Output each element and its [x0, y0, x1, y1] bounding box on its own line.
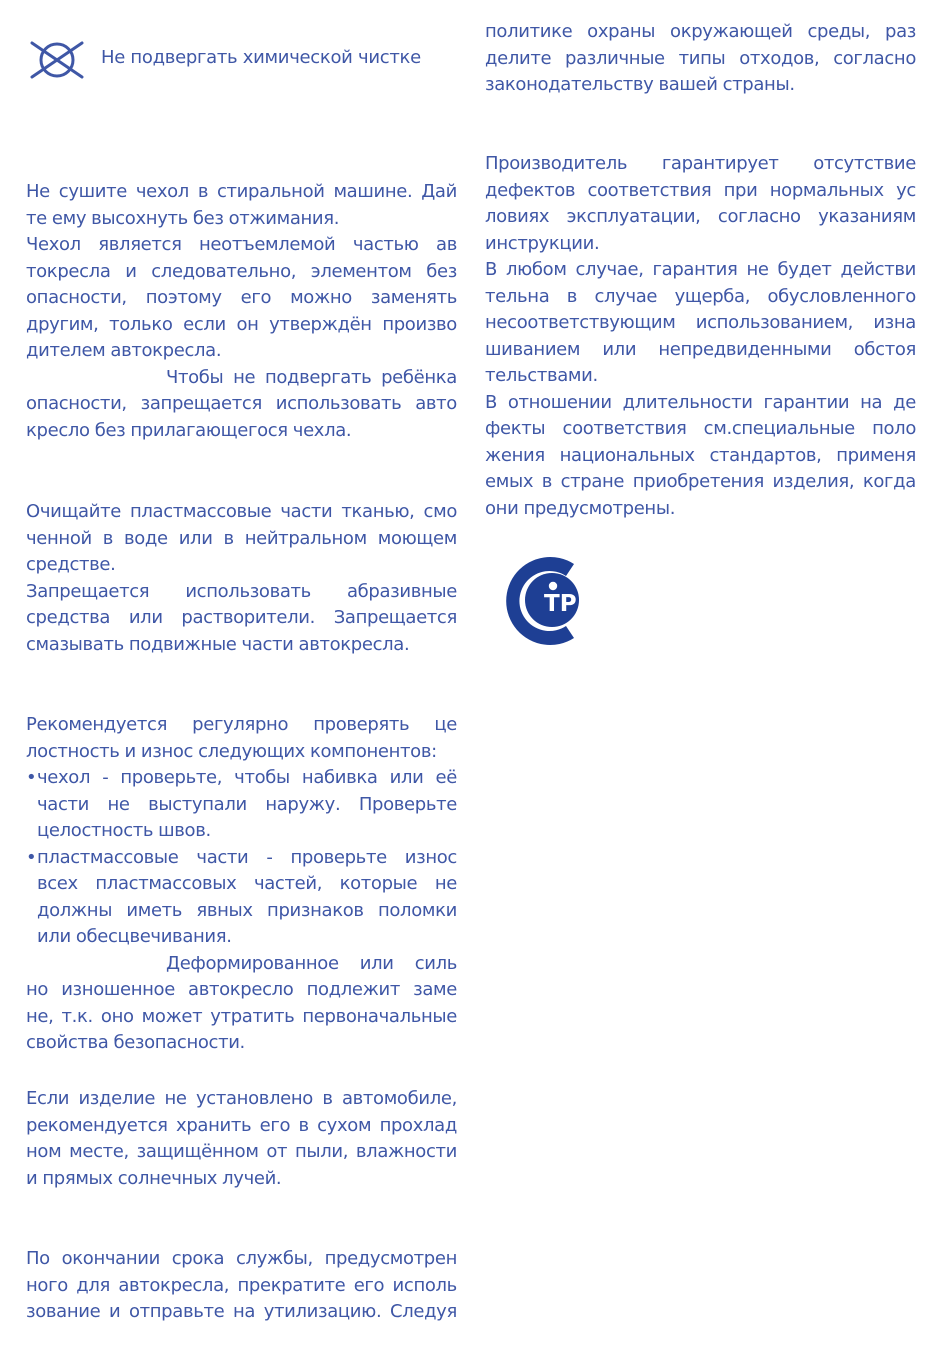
text-line: Запрещается использовать абразивные	[26, 580, 457, 602]
text-line: они предусмотрены.	[485, 497, 676, 519]
text-line: делите различные типы отходов, согласно	[485, 47, 916, 69]
text-line: Чехол является неотъемлемой частью ав	[26, 234, 457, 255]
text-line: Очищайте пластмассовые части тканью, смо	[26, 501, 457, 522]
text-line: ченной в воде или в нейтральном моющем	[26, 527, 457, 549]
text-line: емых в стране приобретения изделия, когда	[485, 471, 916, 492]
text-line: всех пластмассовых частей, которые не	[37, 873, 457, 894]
text-line: смазывать подвижные части автокресла.	[26, 633, 410, 655]
text-line: ного для автокресла, прекратите его исполь	[26, 1274, 457, 1296]
text-line: Если изделие не установлено в автомобиле,	[26, 1088, 457, 1109]
text-line: жения национальных стандартов, применя	[485, 444, 916, 466]
text-line: тельствами.	[485, 365, 598, 386]
text-line: части не выступали наружу. Проверьте	[37, 793, 457, 815]
text-line: фекты соответствия см.специальные поло	[485, 418, 916, 439]
text-line: инструкции.	[485, 232, 600, 254]
text-line: несоответствующим использованием, изна	[485, 312, 916, 333]
text-line: или обесцвечивания.	[37, 926, 232, 947]
text-line: ном месте, защищённом от пыли, влажности	[26, 1141, 457, 1162]
text-line: В отношении длительности гарантии на де	[485, 391, 916, 413]
logo-letters: ТР	[544, 591, 577, 617]
text-line: опасности, запрещается использовать авто	[26, 393, 457, 414]
text-line: Чтобы не подвергать ребёнка	[166, 366, 457, 388]
text-line: другим, только если он утверждён произво	[26, 313, 457, 335]
text-line: дефектов соответствия при нормальных ус	[485, 179, 916, 201]
text-line: рекомендуется хранить его в сухом прохлад	[26, 1114, 457, 1136]
text-line: и прямых солнечных лучей.	[26, 1167, 282, 1189]
bullet-marker: •	[26, 846, 37, 868]
text-line: зование и отправьте на утилизацию. Следуя	[26, 1301, 457, 1322]
text-line: дителем автокресла.	[26, 340, 222, 361]
text-line: Деформированное или силь	[166, 952, 457, 974]
text-line: пластмассовые части - проверьте износ	[37, 846, 457, 868]
certification-logo	[486, 556, 590, 646]
text-line: Производитель гарантирует отсутствие	[485, 153, 916, 174]
text-line: средстве.	[26, 554, 116, 575]
care-label: Не подвергать химической чистке	[101, 47, 421, 68]
text-line: те ему высохнуть без отжимания.	[26, 207, 340, 229]
text-line: шиванием или непредвиденными обстоя	[485, 338, 916, 360]
text-line: лостность и износ следующих компонентов:	[26, 740, 437, 762]
text-line: кресло без прилагающегося чехла.	[26, 419, 352, 441]
text-line: токресла и следовательно, элементом без	[26, 260, 457, 282]
text-line: но изношенное автокресло подлежит заме	[26, 979, 457, 1000]
text-line: средства или растворители. Запрещается	[26, 607, 457, 628]
text-line: опасности, поэтому его можно заменять	[26, 287, 457, 308]
text-line: целостность швов.	[37, 820, 211, 841]
text-line: свойства безопасности.	[26, 1032, 245, 1053]
text-line: политике охраны окружающей среды, раз	[485, 21, 916, 42]
text-line: Не сушите чехол в стиральной машине. Дай	[26, 181, 457, 202]
text-line: В любом случае, гарантия не будет действи	[485, 259, 916, 280]
text-line: чехол - проверьте, чтобы набивка или её	[37, 767, 457, 788]
no-dry-cleaning-icon	[29, 40, 85, 80]
bullet-marker: •	[26, 767, 37, 788]
text-line: тельна в случае ущерба, обусловленного	[485, 285, 916, 307]
text-line: ловиях эксплуатации, согласно указаниям	[485, 206, 916, 227]
text-line: Рекомендуется регулярно проверять це	[26, 714, 457, 735]
text-line: не, т.к. оно может утратить первоначальные	[26, 1005, 457, 1027]
text-line: По окончании срока службы, предусмотрен	[26, 1248, 457, 1269]
text-line: должны иметь явных признаков поломки	[37, 899, 457, 921]
text-line: законодательству вашей страны.	[485, 74, 795, 95]
